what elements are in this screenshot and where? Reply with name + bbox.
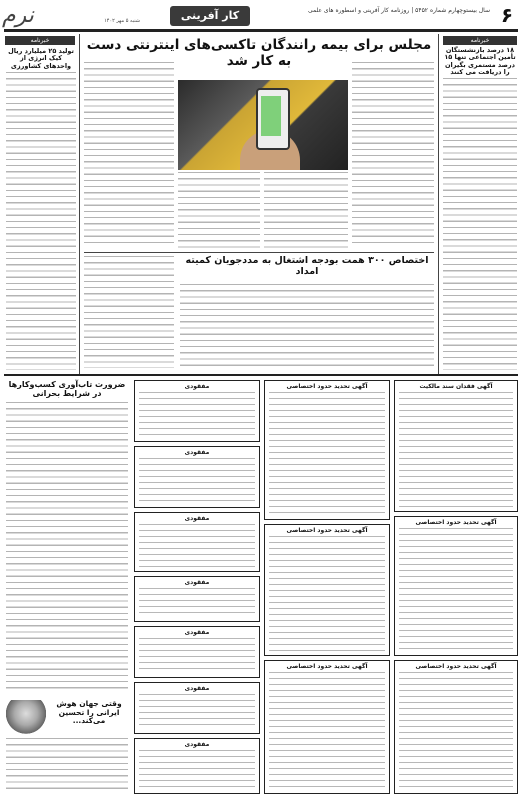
left-column-body — [6, 72, 76, 370]
left-column-label: خبرنامه — [5, 36, 75, 45]
ad-box — [134, 682, 260, 734]
bottom-left-body — [6, 402, 128, 692]
page-number: ۶ — [500, 3, 514, 27]
mid-story-headline: اختصاص ۳۰۰ همت بودجه اشتغال به مددجویان کمیته امداد — [185, 255, 429, 277]
main-story-body-col4 — [84, 62, 174, 248]
right-column-label: خبرنامه — [443, 36, 517, 45]
ad-title: مفقودی — [184, 741, 210, 748]
ad-title: مفقودی — [184, 449, 210, 456]
bottom-left-headline: ضرورت تاب‌آوری کسب‌وکارها در شرایط بحرانی — [8, 380, 126, 399]
sidebar-text-block — [84, 256, 174, 368]
legal-ad-title: آگهی تحدید حدود اختصاصی — [415, 519, 497, 526]
ad-box — [134, 626, 260, 678]
legal-ad-box — [394, 516, 518, 656]
ad-box — [134, 446, 260, 508]
ad-title: مفقودی — [184, 685, 210, 692]
legal-ad-box — [394, 380, 518, 512]
phone-shape — [256, 88, 290, 150]
header-date: شنبه ۵ مهر ۱۴۰۲ — [104, 18, 140, 24]
mid-story-body — [180, 284, 434, 368]
ad-box — [134, 738, 260, 794]
masthead-logo: نرم — [2, 3, 34, 28]
column-divider — [438, 34, 439, 374]
ad-title: مفقودی — [184, 383, 210, 390]
main-story-body-col2 — [264, 172, 348, 248]
legal-ad-box — [264, 660, 390, 794]
legal-ad-title: آگهی تحدید حدود اختصاصی — [415, 663, 497, 670]
ad-title: مفقودی — [184, 515, 210, 522]
ad-box — [134, 380, 260, 442]
bottom-left-body-2 — [6, 738, 128, 794]
legal-ad-box — [264, 524, 390, 656]
ad-box — [134, 576, 260, 622]
ads-separator — [4, 374, 518, 376]
section-banner: کار آفرینی — [170, 6, 250, 26]
legal-ad-title: آگهی تحدید حدود اختصاصی — [286, 527, 368, 534]
header-info: سال بیستوچهارم شماره ۵۴۵۲ | روزنامه کار آفرینی و اسطوره های علمی — [307, 7, 490, 14]
legal-ad-box — [394, 660, 518, 794]
main-story-headline: مجلس برای بیمه رانندگان تاکسی‌های اینترنتی دست به کار شد — [86, 37, 432, 69]
legal-ad-title: آگهی تحدید حدود اختصاصی — [286, 663, 368, 670]
ad-title: مفقودی — [184, 579, 210, 586]
legal-ad-title: آگهی تحدید حدود اختصاصی — [286, 383, 368, 390]
right-column-headline: ۱۸ درصد بازنشستگان تأمین اجتماعی تنها ۱۵ درصد مستمری بگیران را دریافت می کنند — [444, 46, 516, 77]
section-divider — [84, 252, 434, 253]
left-column-headline: تولید ۲۵ میلیارد ریال کیک انرژی از واحدهای کشاورزی — [8, 47, 74, 70]
taxi-phone-photo — [178, 80, 348, 170]
ad-title: مفقودی — [184, 629, 210, 636]
column-divider — [79, 34, 80, 374]
main-story-body-col3 — [178, 172, 260, 248]
main-story-body-col1 — [352, 62, 434, 247]
brain-image — [6, 700, 46, 734]
right-column-body — [443, 78, 517, 370]
bottom-left-headline-2: وقتی جهان هوش ایرانی را تحسین می‌کند... — [56, 699, 122, 726]
ad-box — [134, 512, 260, 572]
top-right-ad-title: آگهی فقدان سند مالکیت — [419, 383, 493, 390]
header-rule — [4, 29, 518, 32]
legal-ad-box — [264, 380, 390, 520]
